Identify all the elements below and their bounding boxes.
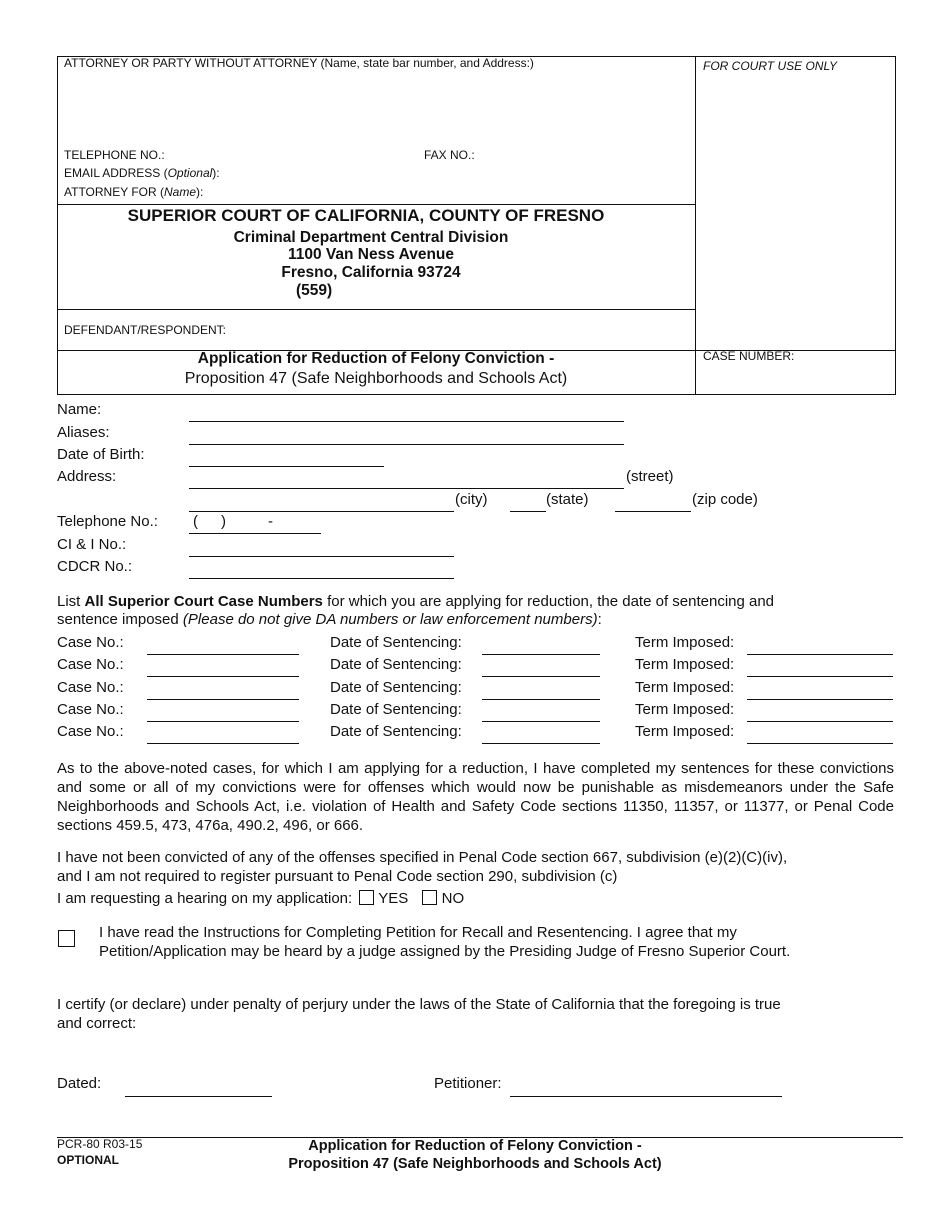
- cdcr-label: CDCR No.:: [57, 558, 133, 575]
- acknowledge-line1: I have read the Instructions for Completing Petition for Recall and Resentencing. I agree that my: [99, 924, 737, 941]
- term-label: Term Imposed:: [635, 634, 735, 651]
- acknowledge-line2: Petition/Application may be heard by a judge assigned by the Presiding Judge of Fresno Superior Court.: [99, 943, 791, 960]
- state-caption: (state): [546, 491, 589, 508]
- name-label: Name:: [57, 401, 102, 418]
- zip-caption: (zip code): [692, 491, 758, 508]
- term-label: Term Imposed:: [635, 701, 735, 718]
- date-label: Date of Sentencing:: [330, 723, 462, 740]
- conviction-statement-line2: and I am not required to register pursuant to Penal Code section 290, subdivision (c): [57, 868, 618, 885]
- address-label: Address:: [57, 468, 117, 485]
- court-phone: (559): [296, 282, 333, 299]
- petitioner-label: Petitioner:: [434, 1075, 502, 1092]
- date-label: Date of Sentencing:: [330, 656, 462, 673]
- term-label: Term Imposed:: [635, 723, 735, 740]
- case-no-field[interactable]: [147, 676, 299, 677]
- completion-statement: As to the above-noted cases, for which I am applying for a reduction, I have completed my sentences for these convictions and some or all of my convictions were for offenses which would now be punishable as misdemeanors under the Safe Neighborhoods and Schools Act, i.e. violation of Health and Safety Code sections 11350, 11357, or 11377, or Penal Code sections 459.5, 473, 476a, 490.2, 496, or 666.: [57, 760, 894, 834]
- name-field[interactable]: [189, 421, 624, 422]
- form-title-line2: Proposition 47 (Safe Neighborhoods and Schools Act): [184, 370, 568, 387]
- dated-label: Dated:: [57, 1075, 102, 1092]
- term-label: Term Imposed:: [635, 679, 735, 696]
- court-name-top-rule: [57, 204, 695, 205]
- court-street: 1100 Van Ness Avenue: [287, 246, 454, 263]
- aliases-field[interactable]: [189, 444, 624, 445]
- telephone-field[interactable]: [189, 533, 321, 534]
- case-number-label: CASE NUMBER:: [703, 349, 795, 363]
- date-label: Date of Sentencing:: [330, 634, 462, 651]
- ci-label: CI & I No.:: [57, 536, 127, 553]
- defendant-label: DEFENDANT/RESPONDENT:: [64, 323, 227, 337]
- date-field[interactable]: [482, 654, 600, 655]
- case-no-label: Case No.:: [57, 723, 124, 740]
- dob-label: Date of Birth:: [57, 446, 145, 463]
- date-field[interactable]: [482, 676, 600, 677]
- zip-field[interactable]: [615, 511, 691, 512]
- term-field[interactable]: [747, 654, 893, 655]
- phone-dash: -: [268, 513, 273, 530]
- date-label: Date of Sentencing:: [330, 679, 462, 696]
- street-caption: (street): [626, 468, 674, 485]
- date-field[interactable]: [482, 721, 600, 722]
- telephone-label: TELEPHONE NO.:: [64, 148, 165, 162]
- attorney-for-label: ATTORNEY FOR (Name):: [64, 185, 204, 199]
- cases-intro-line1: List All Superior Court Case Numbers for which you are applying for reduction, the date of sentencing and: [57, 593, 775, 610]
- court-use-label: FOR COURT USE ONLY: [703, 59, 838, 73]
- conviction-statement-line1: I have not been convicted of any of the offenses specified in Penal Code section 667, subdivision (e)(2)(C)(iv),: [57, 849, 788, 866]
- court-name: SUPERIOR COURT OF CALIFORNIA, COUNTY OF FRESNO: [127, 206, 605, 225]
- email-label: EMAIL ADDRESS (Optional):: [64, 166, 220, 180]
- telephone-label: Telephone No.:: [57, 513, 158, 530]
- attorney-label: ATTORNEY OR PARTY WITHOUT ATTORNEY (Name, state bar number, and Address:): [64, 56, 534, 70]
- case-no-label: Case No.:: [57, 701, 124, 718]
- footer-title-line1: Application for Reduction of Felony Conviction -: [308, 1138, 642, 1154]
- hearing-yes-label: YES: [378, 890, 409, 907]
- case-no-label: Case No.:: [57, 656, 124, 673]
- hearing-label: I am requesting a hearing on my application:: [57, 890, 353, 907]
- phone-close: ): [221, 513, 226, 530]
- term-label: Term Imposed:: [635, 656, 735, 673]
- court-city: Fresno, California 93724: [281, 264, 461, 281]
- optional-label: OPTIONAL: [57, 1153, 119, 1167]
- hearing-no-label: NO: [441, 890, 465, 907]
- cdcr-field[interactable]: [189, 578, 454, 579]
- case-no-label: Case No.:: [57, 679, 124, 696]
- fax-label: FAX NO.:: [424, 148, 475, 162]
- ci-field[interactable]: [189, 556, 454, 557]
- date-field[interactable]: [482, 743, 600, 744]
- term-field[interactable]: [747, 743, 893, 744]
- case-no-field[interactable]: [147, 743, 299, 744]
- case-no-field[interactable]: [147, 654, 299, 655]
- street-field[interactable]: [189, 488, 624, 489]
- date-label: Date of Sentencing:: [330, 701, 462, 718]
- term-field[interactable]: [747, 676, 893, 677]
- court-name-bottom-rule: [57, 309, 695, 310]
- dated-field[interactable]: [125, 1096, 272, 1097]
- term-field[interactable]: [747, 721, 893, 722]
- acknowledge-checkbox[interactable]: [58, 930, 75, 947]
- court-division: Criminal Department Central Division: [233, 229, 509, 246]
- city-caption: (city): [455, 491, 488, 508]
- cases-intro-line2: sentence imposed (Please do not give DA numbers or law enforcement numbers):: [57, 611, 602, 628]
- state-field[interactable]: [510, 511, 546, 512]
- case-no-label: Case No.:: [57, 634, 124, 651]
- petitioner-signature-field[interactable]: [510, 1096, 782, 1097]
- certify-line2: and correct:: [57, 1015, 137, 1032]
- case-no-field[interactable]: [147, 721, 299, 722]
- hearing-yes-checkbox[interactable]: [359, 890, 374, 905]
- phone-open: (: [193, 513, 198, 530]
- hearing-request: [57, 890, 464, 907]
- hearing-no-checkbox[interactable]: [422, 890, 437, 905]
- form-title-line1: Application for Reduction of Felony Conviction -: [197, 350, 555, 367]
- term-field[interactable]: [747, 699, 893, 700]
- dob-field[interactable]: [189, 466, 384, 467]
- certify-line1: I certify (or declare) under penalty of perjury under the laws of the State of California that the foregoing is true: [57, 996, 781, 1013]
- footer-title-line2: Proposition 47 (Safe Neighborhoods and Schools Act): [288, 1156, 662, 1172]
- city-field[interactable]: [189, 511, 454, 512]
- court-use-divider: [695, 56, 696, 394]
- date-field[interactable]: [482, 699, 600, 700]
- form-id: PCR-80 R03-15: [57, 1137, 143, 1151]
- case-no-field[interactable]: [147, 699, 299, 700]
- aliases-label: Aliases:: [57, 424, 110, 441]
